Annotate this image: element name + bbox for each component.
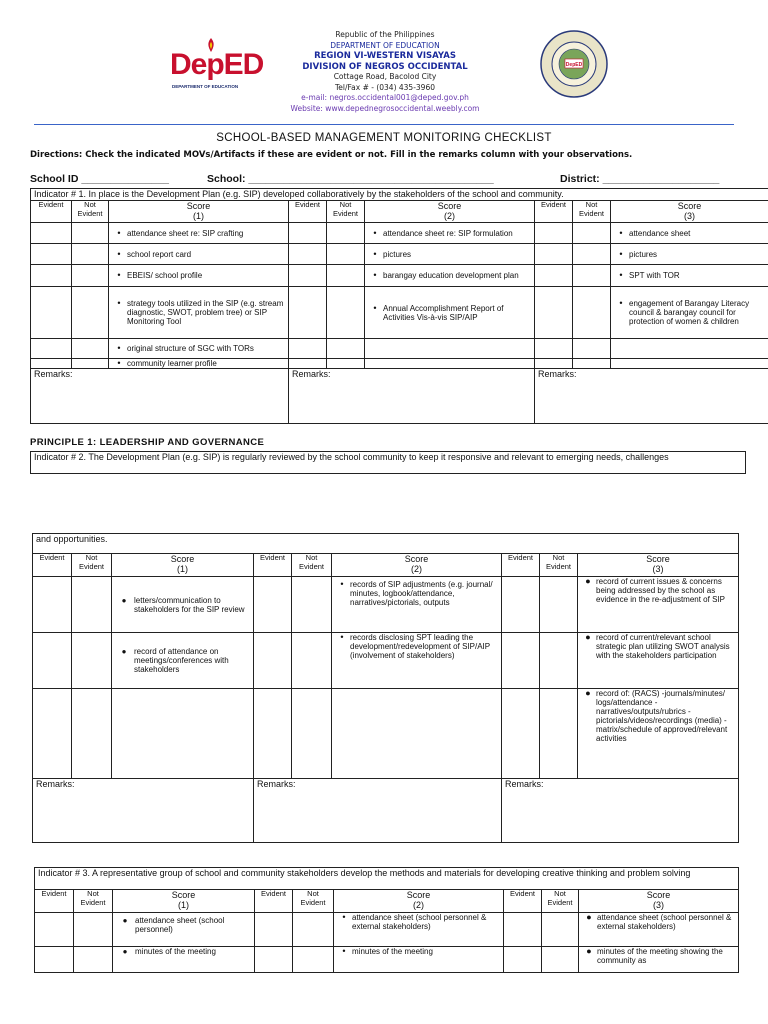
district-field[interactable]: District: ____________________ (560, 173, 720, 185)
not-evident-checkbox[interactable] (573, 223, 611, 244)
evident-checkbox[interactable] (35, 913, 74, 947)
evident-checkbox[interactable] (254, 689, 292, 779)
letterhead-line: REGION VI-WESTERN VISAYAS (314, 51, 456, 61)
not-evident-checkbox[interactable] (540, 633, 578, 689)
col-score-3: Score (3) (579, 890, 739, 913)
school-field[interactable]: School: __________________________________________ (207, 173, 494, 185)
col-score-1: Score (1) (109, 201, 289, 223)
not-evident-checkbox[interactable] (327, 339, 365, 359)
indicator2-header-table (30, 451, 746, 474)
svg-text:DepED: DepED (565, 62, 583, 68)
mov-item: ● minutes of the meeting (113, 947, 255, 973)
col-evident: Evident (31, 201, 72, 223)
not-evident-checkbox[interactable] (72, 244, 109, 265)
col-evident: Evident (502, 554, 540, 577)
not-evident-checkbox[interactable] (292, 577, 332, 633)
principle-heading: PRINCIPLE 1: LEADERSHIP AND GOVERNANCE (30, 437, 265, 448)
division-seal-icon (540, 30, 608, 98)
not-evident-checkbox[interactable] (542, 947, 579, 973)
col-not-evident: Not Evident (72, 201, 109, 223)
mov-item: • barangay education development plan (365, 265, 535, 287)
not-evident-checkbox[interactable] (292, 689, 332, 779)
remarks-field[interactable]: Remarks: (31, 369, 289, 424)
empty-cell (365, 339, 535, 359)
letterhead-line: Tel/Fax # - (034) 435-3960 (335, 82, 435, 92)
not-evident-checkbox[interactable] (292, 633, 332, 689)
mov-item: ● record of current/relevant school strategic plan utilizing SWOT analysis with the stakeholders participation (578, 633, 739, 689)
not-evident-checkbox[interactable] (542, 913, 579, 947)
indicator2-continued: and opportunities. (33, 534, 739, 554)
remarks-field[interactable]: Remarks: (535, 369, 768, 424)
evident-checkbox[interactable] (254, 633, 292, 689)
col-not-evident: Not Evident (72, 554, 112, 577)
not-evident-checkbox[interactable] (327, 244, 365, 265)
col-not-evident: Not Evident (74, 890, 113, 913)
remarks-field[interactable]: Remarks: (33, 779, 254, 843)
empty-cell (365, 359, 535, 369)
col-evident: Evident (35, 890, 74, 913)
not-evident-checkbox[interactable] (573, 287, 611, 339)
deped-logo-subtext: DEPARTMENT OF EDUCATION (172, 84, 239, 89)
mov-item: ● record of current issues & concerns being addressed by the school as evidence in the re-adjustment of SIP (578, 577, 739, 633)
evident-checkbox[interactable] (255, 913, 293, 947)
not-evident-checkbox[interactable] (573, 265, 611, 287)
col-evident: Evident (255, 890, 293, 913)
not-evident-checkbox[interactable] (573, 339, 611, 359)
evident-checkbox[interactable] (289, 359, 327, 369)
evident-checkbox[interactable] (502, 689, 540, 779)
header-rule (34, 124, 734, 125)
evident-checkbox[interactable] (31, 223, 72, 244)
col-evident: Evident (289, 201, 327, 223)
mov-item: • engagement of Barangay Literacy council & barangay council for protection of women & children (611, 287, 768, 339)
evident-checkbox[interactable] (289, 287, 327, 339)
col-not-evident: Not Evident (540, 554, 578, 577)
school-id-field[interactable]: School ID _______________ (30, 173, 169, 185)
not-evident-checkbox[interactable] (327, 359, 365, 369)
remarks-field[interactable]: Remarks: (502, 779, 739, 843)
mov-item: • records of SIP adjustments (e.g. journal/ minutes, logbook/attendance, narratives/pictorials, outputs (332, 577, 502, 633)
empty-cell (611, 339, 768, 359)
not-evident-checkbox[interactable] (72, 287, 109, 339)
col-evident: Evident (33, 554, 72, 577)
mov-item: • attendance sheet (611, 223, 768, 244)
mov-item: • school report card (109, 244, 289, 265)
indicator2-table (32, 533, 739, 843)
mov-item: ● minutes of the meeting showing the community as (579, 947, 739, 973)
evident-checkbox[interactable] (254, 577, 292, 633)
evident-checkbox[interactable] (502, 577, 540, 633)
col-not-evident: Not Evident (292, 554, 332, 577)
not-evident-checkbox[interactable] (72, 577, 112, 633)
col-not-evident: Not Evident (327, 201, 365, 223)
evident-checkbox[interactable] (535, 265, 573, 287)
mov-item: • records disclosing SPT leading the development/redevelopment of SIP/AIP (involvement of stakeholders) (332, 633, 502, 689)
remarks-field[interactable]: Remarks: (289, 369, 535, 424)
evident-checkbox[interactable] (31, 265, 72, 287)
col-score-2: Score (2) (334, 890, 504, 913)
not-evident-checkbox[interactable] (327, 287, 365, 339)
not-evident-checkbox[interactable] (72, 633, 112, 689)
mov-item: • minutes of the meeting (334, 947, 504, 973)
not-evident-checkbox[interactable] (293, 947, 334, 973)
evident-checkbox[interactable] (289, 223, 327, 244)
mov-item: • pictures (365, 244, 535, 265)
empty-cell (332, 689, 502, 779)
evident-checkbox[interactable] (535, 339, 573, 359)
mov-item: • strategy tools utilized in the SIP (e.g. stream diagnostic, SWOT, problem tree) or SIP Monitoring Tool (109, 287, 289, 339)
mov-item: ● record of: (RACS) -journals/minutes/ logs/attendance - narratives/outputs/rubrics - pictorials/videos/recordings (media) - matrix/schedule of approved/relevant activities (578, 689, 739, 779)
evident-checkbox[interactable] (31, 244, 72, 265)
col-not-evident: Not Evident (293, 890, 334, 913)
mov-item: ● record of attendance on meetings/conferences with stakeholders (112, 633, 254, 689)
evident-checkbox[interactable] (289, 244, 327, 265)
evident-checkbox[interactable] (504, 913, 542, 947)
not-evident-checkbox[interactable] (573, 244, 611, 265)
indicator1-table (30, 188, 768, 424)
not-evident-checkbox[interactable] (573, 359, 611, 369)
evident-checkbox[interactable] (504, 947, 542, 973)
not-evident-checkbox[interactable] (327, 265, 365, 287)
mov-item: • EBEIS/ school profile (109, 265, 289, 287)
page-title: SCHOOL-BASED MANAGEMENT MONITORING CHECKLIST (216, 132, 552, 144)
empty-cell (112, 689, 254, 779)
mov-item: • SPT with TOR (611, 265, 768, 287)
letterhead-line: DEPARTMENT OF EDUCATION (330, 40, 440, 50)
evident-checkbox[interactable] (255, 947, 293, 973)
not-evident-checkbox[interactable] (540, 689, 578, 779)
not-evident-checkbox[interactable] (72, 359, 109, 369)
letterhead-website: Website: www.depednegrosoccidental.weebly.com (290, 103, 480, 113)
deped-logo (170, 38, 264, 96)
mov-item: • attendance sheet re: SIP crafting (109, 223, 289, 244)
col-score-2: Score (2) (332, 554, 502, 577)
evident-checkbox[interactable] (33, 577, 72, 633)
not-evident-checkbox[interactable] (72, 223, 109, 244)
col-score-2: Score (2) (365, 201, 535, 223)
col-evident: Evident (504, 890, 542, 913)
letterhead (260, 30, 510, 114)
not-evident-checkbox[interactable] (74, 913, 113, 947)
evident-checkbox[interactable] (33, 633, 72, 689)
not-evident-checkbox[interactable] (72, 689, 112, 779)
mov-item: • attendance sheet re: SIP formulation (365, 223, 535, 244)
mov-item: ● letters/communication to stakeholders for the SIP review (112, 577, 254, 633)
evident-checkbox[interactable] (535, 287, 573, 339)
col-not-evident: Not Evident (573, 201, 611, 223)
mov-item: ● attendance sheet (school personnel & external stakeholders) (579, 913, 739, 947)
col-score-3: Score (3) (611, 201, 768, 223)
indicator1-text: Indicator # 1. In place is the Development Plan (e.g. SIP) developed collaboratively by the stakeholders of the school and community. (31, 189, 768, 201)
col-score-1: Score (1) (113, 890, 255, 913)
evident-checkbox[interactable] (35, 947, 74, 973)
deped-logo-text: DepED (170, 48, 264, 81)
evident-checkbox[interactable] (535, 244, 573, 265)
col-evident: Evident (535, 201, 573, 223)
not-evident-checkbox[interactable] (327, 223, 365, 244)
not-evident-checkbox[interactable] (72, 339, 109, 359)
letterhead-line: Cottage Road, Bacolod City (333, 72, 437, 81)
mov-item: • community learner profile (109, 359, 289, 369)
evident-checkbox[interactable] (502, 633, 540, 689)
evident-checkbox[interactable] (535, 359, 573, 369)
mov-item: • pictures (611, 244, 768, 265)
empty-cell (611, 359, 768, 369)
letterhead-line: DIVISION OF NEGROS OCCIDENTAL (302, 61, 468, 72)
not-evident-checkbox[interactable] (72, 265, 109, 287)
letterhead-email: e-mail: negros.occidental001@deped.gov.ph (301, 93, 469, 102)
evident-checkbox[interactable] (31, 339, 72, 359)
evident-checkbox[interactable] (535, 223, 573, 244)
mov-item: • Annual Accomplishment Report of Activities Vis-à-vis SIP/AIP (365, 287, 535, 339)
evident-checkbox[interactable] (31, 359, 72, 369)
indicator3-table (34, 867, 739, 973)
not-evident-checkbox[interactable] (293, 913, 334, 947)
evident-checkbox[interactable] (289, 339, 327, 359)
evident-checkbox[interactable] (33, 689, 72, 779)
col-score-3: Score (3) (578, 554, 739, 577)
mov-item: • attendance sheet (school personnel & external stakeholders) (334, 913, 504, 947)
not-evident-checkbox[interactable] (540, 577, 578, 633)
directions-text: Directions: Check the indicated MOVs/Artifacts if these are evident or not. Fill in the remarks column with your observations. (30, 150, 633, 160)
col-evident: Evident (254, 554, 292, 577)
col-not-evident: Not Evident (542, 890, 579, 913)
indicator2-text: Indicator # 2. The Development Plan (e.g. SIP) is regularly reviewed by the school community to keep it responsive and relevant to emerging needs, challenges (31, 452, 746, 474)
evident-checkbox[interactable] (289, 265, 327, 287)
evident-checkbox[interactable] (31, 287, 72, 339)
indicator3-text: Indicator # 3. A representative group of school and community stakeholders develop the methods and materials for developing creative thinking and problem solving (35, 868, 739, 890)
mov-item: ● attendance sheet (school personnel) (113, 913, 255, 947)
col-score-1: Score (1) (112, 554, 254, 577)
remarks-field[interactable]: Remarks: (254, 779, 502, 843)
letterhead-line: Republic of the Philippines (335, 30, 435, 39)
not-evident-checkbox[interactable] (74, 947, 113, 973)
mov-item: • original structure of SGC with TORs (109, 339, 289, 359)
